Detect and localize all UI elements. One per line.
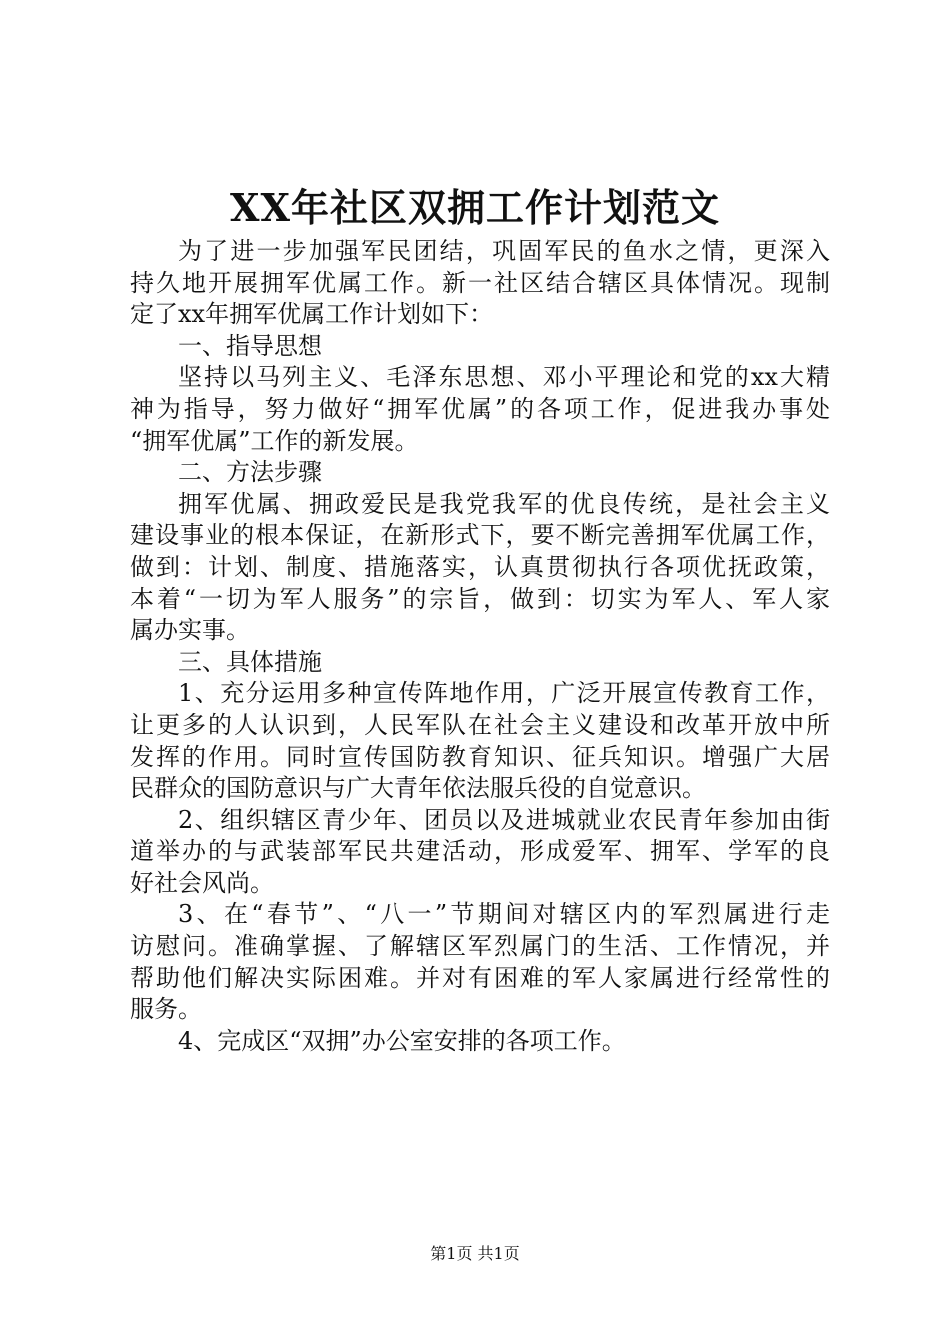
text-line: 二、方法步骤 [178,458,322,487]
text-line: 坚持以马列主义、毛泽东思想、邓小平理论和党的xx大精 [178,363,830,392]
text-line: 3、在“春节”、“八一”节期间对辖区内的军烈属进行走 [178,900,830,929]
text-line: 发挥的作用。同时宣传国防教育知识、征兵知识。增强广大居 [130,742,830,771]
text-line: “拥军优属”工作的新发展。 [130,426,419,455]
text-line: 访慰问。准确掌握、了解辖区军烈属门的生活、工作情况，并 [130,932,830,961]
page-footer: 第1页 共1页 [430,1244,520,1263]
text-line: 属办实事。 [130,616,250,645]
document-body [130,236,830,1057]
text-line: 1、充分运用多种宣传阵地作用，广泛开展宣传教育工作， [178,679,830,708]
text-line: 让更多的人认识到，人民军队在社会主义建设和改革开放中所 [130,710,830,739]
text-line: 好社会风尚。 [130,868,274,897]
document-title: XX年社区双拥工作计划范文 [230,185,720,230]
text-line: 本着“一切为军人服务”的宗旨，做到：切实为军人、军人家 [130,584,830,613]
text-line: 神为指导，努力做好“拥军优属”的各项工作，促进我办事处 [130,394,830,423]
text-line: 为了进一步加强军民团结，巩固军民的鱼水之情，更深入 [178,237,830,265]
text-line: 定了xx年拥军优属工作计划如下： [130,300,494,329]
text-line: 2、组织辖区青少年、团员以及进城就业农民青年参加由街 [178,805,830,834]
text-line: 一、指导思想 [178,331,322,360]
text-line: 拥军优属、拥政爱民是我党我军的优良传统，是社会主义 [178,489,830,518]
text-line: 持久地开展拥军优属工作。新一社区结合辖区具体情况。现制 [130,268,830,297]
text-line: 三、具体措施 [178,647,322,676]
text-line: 道举办的与武装部军民共建活动，形成爱军、拥军、学军的良 [130,837,830,866]
text-line: 建设事业的根本保证，在新形式下，要不断完善拥军优属工作， [130,521,830,550]
text-line: 4、完成区“双拥”办公室安排的各项工作。 [178,1026,626,1055]
text-line: 民群众的国防意识与广大青年依法服兵役的自觉意识。 [130,774,706,803]
text-line: 帮助他们解决实际困难。并对有困难的军人家属进行经常性的 [130,963,830,992]
text-line: 服务。 [130,995,202,1024]
text-line: 做到：计划、制度、措施落实，认真贯彻执行各项优抚政策， [130,552,830,581]
